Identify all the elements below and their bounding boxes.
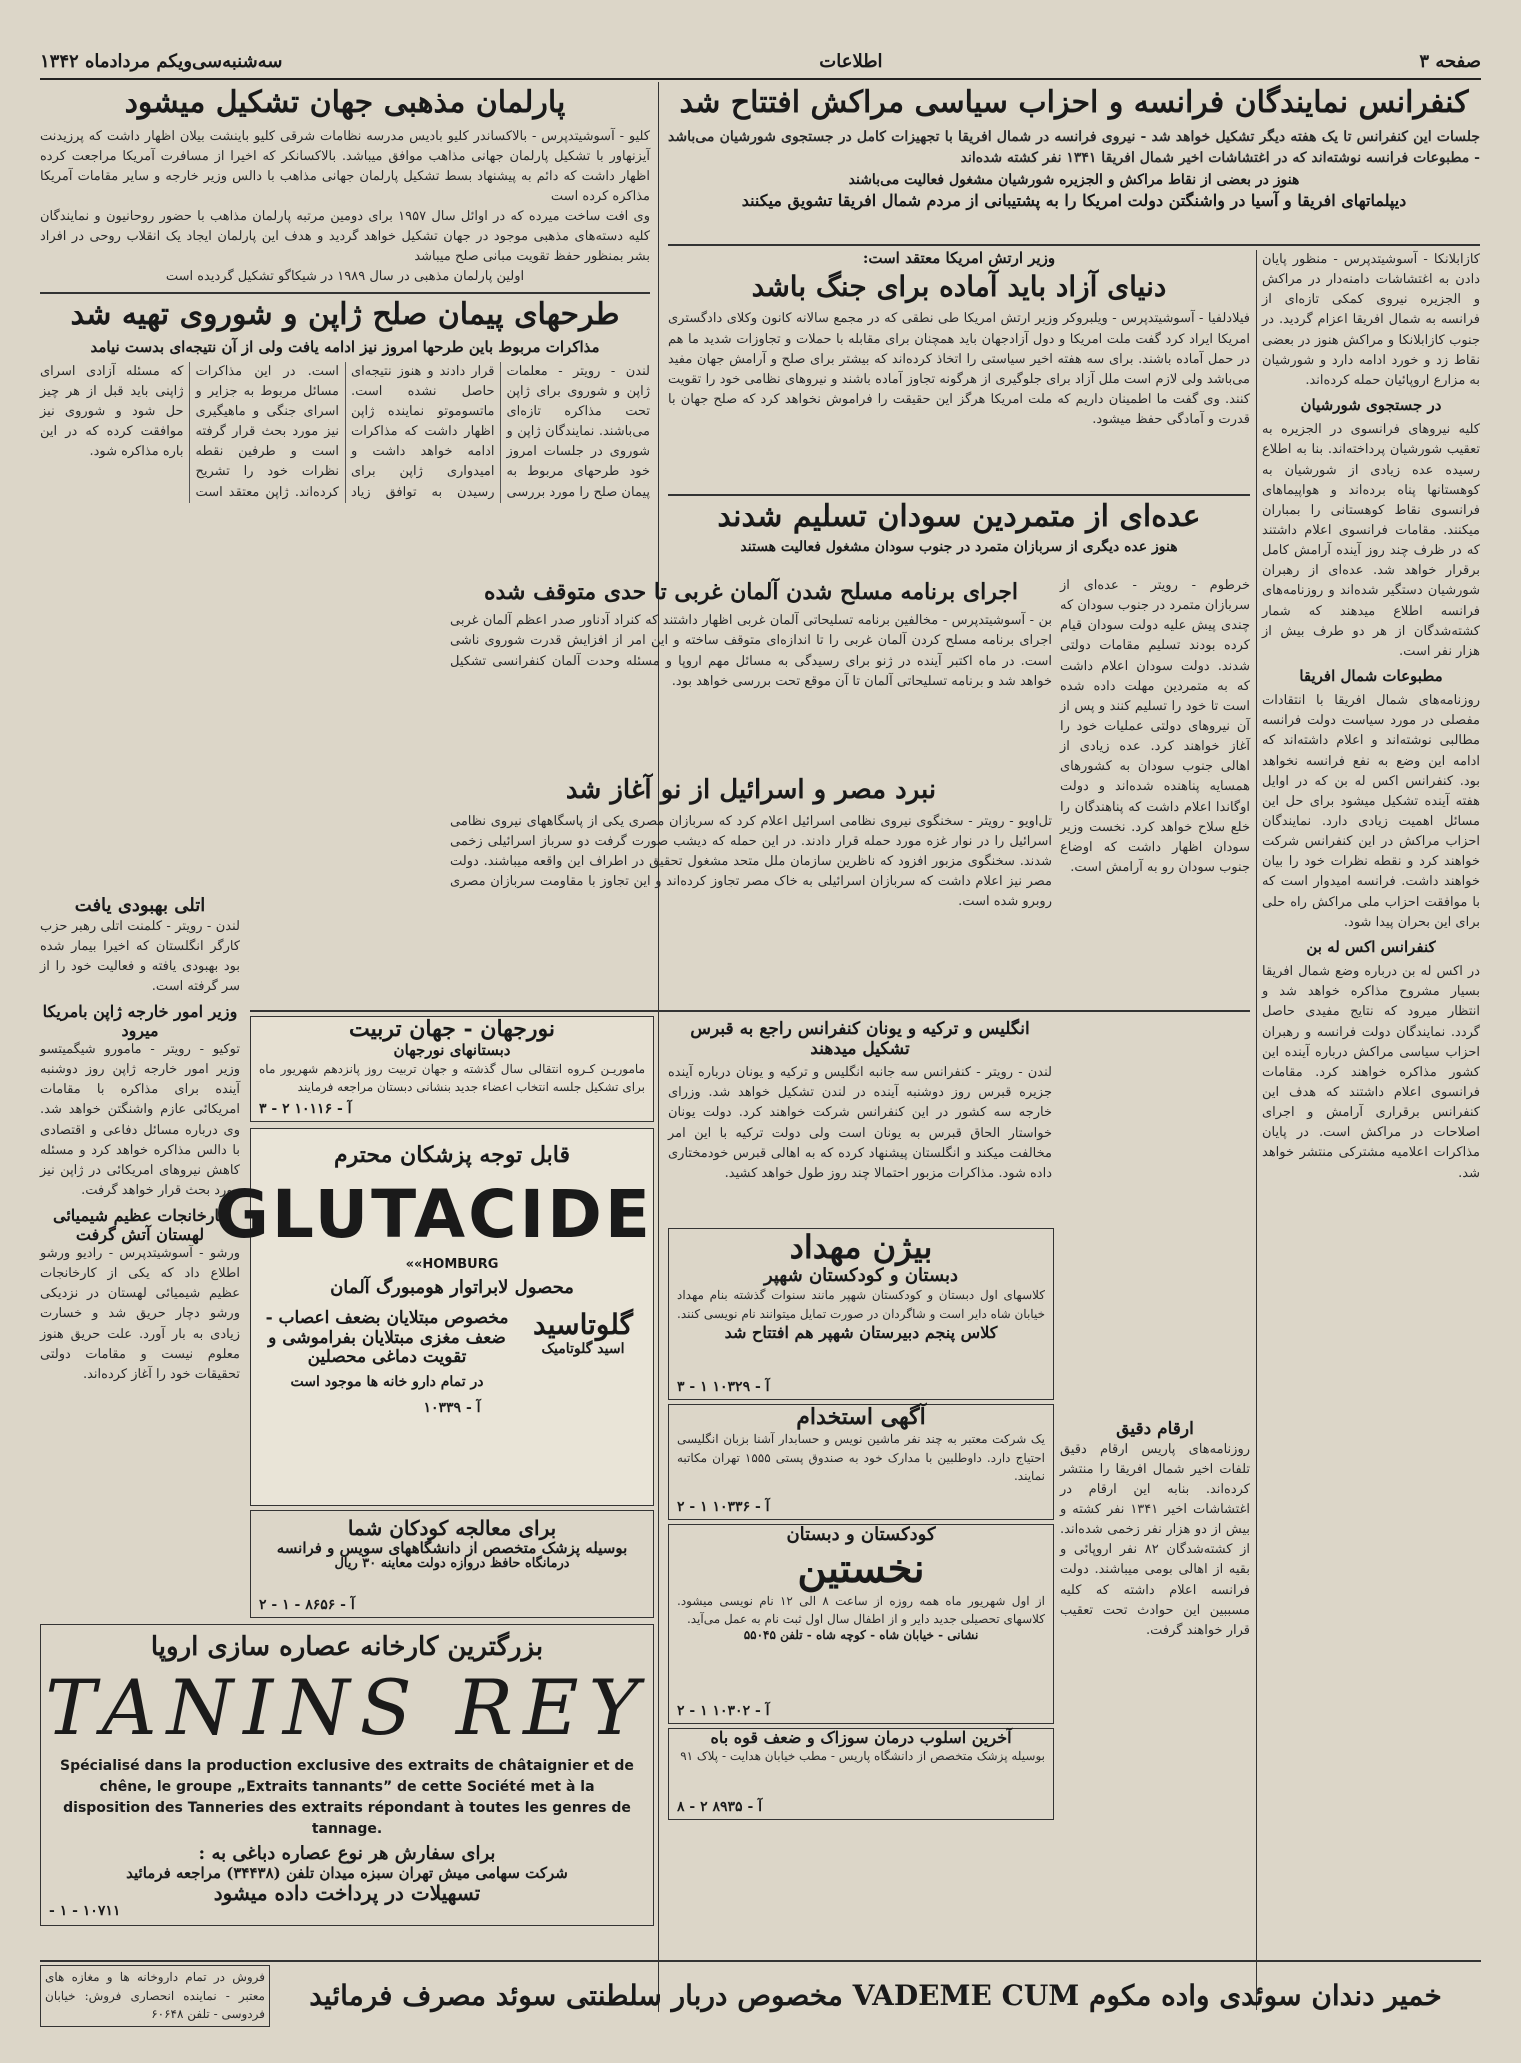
fire-headline: کارخانجات عظیم شیمیائی لهستان آتش گرفت	[53, 1206, 227, 1244]
germany-headline: اجرای برنامه مسلح شدن آلمان غربی تا حدی متوقف شده	[483, 579, 1019, 605]
bizhan-title: بیژن مهداد	[789, 1228, 933, 1266]
tanins-terms: تسهیلات در پرداخت داده میشود	[213, 1880, 481, 1905]
aix-subhead: کنفرانس اکس له بن	[1306, 937, 1436, 956]
issue-date: سه‌شنبه‌سی‌ویکم مردادماه ۱۳۴۲	[40, 50, 283, 72]
divider	[668, 494, 1250, 496]
divider	[40, 292, 650, 294]
column-rule	[658, 82, 659, 2012]
divider	[250, 1010, 1250, 1012]
right-column	[1262, 250, 1480, 2010]
nakhostin-code: آ - ۱۰۳۰۲ ۱ - ۲	[677, 1703, 770, 1719]
pediatrician-ad	[250, 1510, 654, 1618]
glutacide-origin-fa: محصول لابراتوار هومبورگ آلمان	[330, 1277, 574, 1299]
clinic-ad	[668, 1728, 1054, 1820]
left-brief-column	[40, 895, 240, 1382]
japan-fm-headline: وزیر امور خارجه ژاپن بامریکا میرود	[42, 1002, 238, 1040]
parliament-headline: پارلمان مذهبی جهان تشکیل میشود	[124, 85, 566, 120]
nakhostin-title: کودکستان و دبستان	[786, 1524, 936, 1545]
parliament-body-2: وی افت ساخت میرده که در اوائل سال ۱۹۵۷ برای دومین مرتبه پارلمان مذاهب با حضور روحانیون و نمایندگان کلیه دسته‌های مذهبی موجود در جهان تشکیل خواهد گردید و هدف این پارلمان ایجاد یک انقلاب روحی در افراد بشر بمنظور حفظ تقویت مبانی صلح میباشد	[40, 209, 651, 265]
job-title: آگهی استخدام	[796, 1404, 926, 1430]
north-africa-body: کازابلانکا - آسوشیتدپرس - منظور پایان دادن به اغتشاشات دامنه‌دار در مراکش و الجزیره نیروی کمکی تازه‌ای از فرانسه به شمال افریقا اعزام گردید. در جنوب کازابلانکا و مراکش هنوز در بعضی نقاط زد و خورد ادامه دارد و شورشیان به مزارع اروپائیان حمله کرده‌اند.	[1262, 252, 1480, 388]
pediatrician-body-2: درمانگاه حافظ دروازه دولت معاینه ۳۰ ریال	[334, 1556, 570, 1572]
toothpaste-banner	[40, 1966, 1481, 2026]
figures-subhead: ارقام دقیق	[1116, 1419, 1194, 1439]
attlee-body: لندن - رویتر - کلمنت اتلی رهبر حزب کارگر انگلستان که اخیرا بیمار شده بود بهبودی یافته و فعالیت خود را از سر گرفته است.	[40, 918, 240, 995]
japan-fm-body: توکیو - رویتر - مامورو شیگمیتسو وزیر امور خارجه ژاپن روز دوشنبه آینده برای مذاکره با مقامات امریکائی عازم واشنگتن خواهد شد. وی درباره مسائل دفاعی و اقتصادی با دالس مذاکره خواهد کرد و مسئله کاهش نیروهای امریکائی در ژاپن نیز مورد بحث قرار خواهد گرفت.	[40, 1042, 240, 1199]
egypt-headline: نبرد مصر و اسرائیل از نو آغاز شد	[565, 775, 937, 805]
press-body: روزنامه‌های شمال افریقا با انتقادات مفصلی در مورد سیاست دولت فرانسه مطالبی نوشته‌اند و اعلام داشته‌اند که ادامه این وضع به نفع فرانسه نخواهد بود. کنفرانس اکس له بن که در اوایل هفته آینده تشکیل میشود برای حل این مسائل اهمیت زیادی دارد. نمایندگان احزاب مراکش در این کنفرانس شرکت خواهند کرد و نقطه نظرات خود را بیان خواهند داشت. فرانسه امیدوار است که با موافقت احزاب ملی مراکش راه حلی برای این بحران پیدا شود.	[1262, 693, 1480, 930]
tanins-title: بزرگترین کارخانه عصاره سازی اروپا	[150, 1632, 544, 1662]
clinic-code: آ - ۸۹۳۵ ۲ - ۸	[677, 1799, 763, 1815]
morocco-subhead-3: دیپلماتهای افریقا و آسیا در واشنگتن دولت امریکا را به پشتیبانی از مردم شمال افریقا تشویق میکنند	[741, 190, 1407, 210]
job-body: یک شرکت معتبر به چند نفر ماشین نویس و حسابدار آشنا بزبان انگلیسی احتیاج دارد. داوطلبین با مدارک خود به صندوق پستی ۱۵۵۵ تهران مکاتبه نمایند.	[677, 1432, 1045, 1484]
bizhan-class: کلاس پنجم دبیرستان شهپر هم افتتاح شد	[724, 1322, 998, 1342]
glutacide-availability: در تمام دارو خانه ها موجود است	[290, 1373, 484, 1390]
toothpaste-text: خمیر دندان سوئدی واده مکوم VADEME CUM مخصوص دربار سلطنتی سوئد مصرف فرمائید	[309, 1978, 1442, 2012]
army-headline: دنیای آزاد باید آماده برای جنگ باشد	[751, 270, 1167, 304]
bizhan-code: آ - ۱۰۳۲۹ ۱ - ۳	[677, 1379, 770, 1395]
sudan-subhead: هنوز عده دیگری از سربازان متمرد در جنوب سودان مشغول فعالیت هستند	[740, 538, 1178, 555]
figures-body: روزنامه‌های پاریس ارقام دقیق تلفات اخیر شمال افریقا را منتشر کرده‌اند. بنابه این ارقام در اغتشاشات اخیر ۱۳۴۱ نفر کشته و بیش از دو هزار نفر زخمی شده‌اند. از کشته‌شدگان ۸۲ نفر اروپائی و بقیه از اهالی بومی میباشند. دولت فرانسه اعلام داشته که کلیه مسببین این حوادث تحت تعقیب قرار خواهند گرفت.	[1060, 1441, 1250, 1638]
cyprus-story	[668, 1020, 1052, 1220]
rebels-body: کلیه نیروهای فرانسوی در الجزیره به تعقیب شورشیان پرداخته‌اند. بنا به اطلاع رسیده عده زیادی از شورشیان به کوهستانها پناه برده‌اند و هواپیماهای فرانسوی نقاط کوهستانی را بمباران میکنند. مقامات فرانسوی اعلام داشتند که در ظرف چند روز آینده آرامش کامل برقرار خواهد شد. عده‌ای از رهبران شورشیان دستگیر شده‌اند و روزنامه‌های فرانسه اطلاع میدهند که شمار کشته‌شدگان از هر دو طرف بیش از هزار نفر است.	[1262, 422, 1480, 659]
morocco-lead-story	[668, 86, 1480, 242]
parliament-body-3: اولین پارلمان مذهبی در سال ۱۹۸۹ در شیکاگو تشکیل گردیده است	[165, 269, 525, 285]
nakhostin-name: نخستین	[797, 1544, 925, 1592]
nakhostin-body: از اول شهریور ماه همه روزه از ساعت ۸ الی ۱۲ نام نویسی میشود. کلاسهای تحصیلی جدید دایر و از اطفال سال اول ثبت نام به عمل می‌آید.	[677, 1593, 1045, 1627]
nakhostin-address: نشانی - خیابان شاه - کوچه شاه - تلفن ۵۵۰۴۵	[743, 1627, 979, 1642]
japan-headline: طرحهای پیمان صلح ژاپن و شوروی تهیه شد	[70, 297, 620, 332]
sudan-body-col	[1060, 576, 1250, 1416]
fire-body: ورشو - آسوشیتدپرس - رادیو ورشو اطلاع داد که یکی از کارخانجات عظیم شیمیائی لهستان در نزدیکی ورشو دچار حریق شد و خسارت زیادی به بار آورد. علت حریق هنوز معلوم نیست و مقامات دولتی تحقیقات خود را آغاز کرده‌اند.	[40, 1245, 240, 1382]
figures-column	[1060, 1420, 1250, 1820]
sudan-headline: عده‌ای از متمردین سودان تسلیم شدند	[717, 499, 1201, 534]
clinic-body: بوسیله پزشک متخصص از دانشگاه پاریس - مطب خیابان هدایت - پلاک ۹۱	[680, 1749, 1045, 1764]
tanins-code: ۱۰۷۱۱ - ۱ -	[49, 1903, 121, 1919]
divider	[668, 244, 1480, 246]
bizhan-body: کلاسهای اول دبستان و کودکستان شهپر مانند سنوات گذشته بنام مهداد خیابان شاه دایر است و شاگردان در صورت تمایل میتوانند نام نویسی کنند.	[677, 1288, 1045, 1322]
nourjahan-ad	[250, 1016, 654, 1122]
morocco-subhead-2: هنوز در بعضی از نقاط مراکش و الجزیره شورشیان مشغول فعالیت می‌باشند	[848, 171, 1300, 188]
glutacide-fa-name: گلوتاسید	[533, 1307, 633, 1341]
sudan-headline-box	[668, 500, 1250, 570]
sudan-body: خرطوم - رویتر - عده‌ای از سربازان متمرد در جنوب سودان که چندی پیش علیه دولت سودان قیام کرده بودند تسلیم مقامات دولتی شدند. دولت سودان اعلام داشت که به متمردین مهلت داده شده است تا خود را تسلیم کنند و پس از آن نیروهای دولتی عملیات خود را آغاز خواهند کرد. عده زیادی از اهالی جنوب سودان به کشورهای همسایه پناهنده شده‌اند و دولت اوگاندا اعلام داشت که پناهندگان را خلع سلاح خواهد کرد. نخست وزیر سودان اظهار داشت که اوضاع جنوب سودان رو به آرامش است.	[1060, 578, 1250, 875]
army-kicker: وزیر ارتش امریکا معتقد است:	[862, 249, 1056, 267]
tanins-ad	[40, 1624, 654, 1926]
glutacide-ad	[214, 1128, 654, 1506]
nourjahan-body: ماموریـن کـروه انتقالی سال گذشته و جهان تربیت روز پانزدهم شهریور ماه برای تشکیل جلسه انتخاب اعضاء جدید بنشانی دبستان مراجعه فرمایند	[259, 1061, 645, 1095]
cyprus-body: لندن - رویتر - کنفرانس سه جانبه انگلیس و ترکیه و یونان درباره آینده جزیره قبرس روز دوشنبه آینده در لندن تشکیل خواهد شد. وزرای خارجه سه کشور در این کنفرانس شرکت خواهند کرد. دولت یونان خواستار الحاق قبرس به یونان است ولی دولت ترکیه با این امر مخالفت میکند و انگلستان پیشنهاد کرده که به اهالی قبرس خودمختاری داده شود. مذاکرات مزبور احتمالا چند روز طول خواهد کشید.	[668, 1065, 1052, 1181]
japan-subhead: مذاکرات مربوط باین طرحها امروز نیز ادامه یافت ولی از آن نتیجه‌ای بدست نیامد	[90, 337, 600, 356]
germany-story	[450, 580, 1052, 770]
glutacide-origin: «HOMBURG»	[405, 1257, 499, 1273]
glutacide-fa-sub: اسید گلوتامیک	[541, 1341, 625, 1358]
parliament-body: کلیو - آسوشیتدپرس - بالاکساندر کلیو بادیس مدرسه نظامات شرقی کلیو باینشت بیلان اظهار داشت که پرزیدنت آیزنهاور با تشکیل پارلمان جهانی مذاهب موافق میباشد. بالاکسانکر که اخیرا از مسافرت آمریکا مراجعت کرده اظهار داشت که دائم به پیشنهاد بسط تشکیل پارلمان جهانی مذاهب با دالس وزیر خارجه و سایر مقامات آمریکا مذاکره کرده است	[40, 128, 650, 204]
toothpaste-distributor: فروش در تمام داروخانه ها و مغازه های معتبر - نماینده انحصاری فروش: خیابان فردوسی - تلفن ۶۰۶۴۸	[40, 1965, 270, 2027]
nakhostin-ad	[668, 1524, 1054, 1724]
army-body: فیلادلفیا - آسوشیتدپرس - ویلبروکر وزیر ارتش امریکا طی نطقی که در مجمع سالانه کانون وکلای دادگستری امریکا ایراد کرد گفت ملت امریکا و دول آزادجهان باید همچنان برای مقابله با حملات و تجاوزات شدید ما هم در حمل آماده باشند. برای سه هفته اخیر سیاستی را اتخاذ کرده‌اند که بیشتر برای صلح و آرامش جهان مفید می‌باشد ولی لازم است ملل آزاد برای جلوگیری از هرگونه تجاوز آماده باشند و نیروهای نظامی خود را تقویت کنند. وی گفت ما اطمینان داریم که ملت امریکا هرگز این حقیقت را فراموش نخواهد کرد که صلح جهان با قدرت و آمادگی حفظ میشود.	[668, 311, 1250, 428]
japan-body: لندن - رویتر - معلمات ژاپن و شوروی برای ژاپن تحت مذاکره تازه‌ای می‌باشند. نمایندگان ژاپن و شوروی در جلسات امروز خود طرحهای مربوط به پیمان صلح را مورد بررسی قرار دادند و هنوز نتیجه‌ای حاصل نشده است. ماتسوموتو نماینده ژاپن اظهار داشت که مذاکرات ادامه خواهد داشت و امیدواری ژاپن برای رسیدن به توافق زیاد است. در این مذاکرات مسائل مربوط به جزایر و اسرای جنگی و ماهیگیری نیز مورد بحث قرار گرفته است و طرفین نقطه نظرات خود را تشریح کرده‌اند. ژاپن معتقد است که مسئله آزادی اسرای ژاپنی باید قبل از هر چیز حل شود و شوروی نیز موافقت کرده که در این باره مذاکره شود.	[40, 363, 650, 500]
nourjahan-title: نورجهان - جهان تربیت	[348, 1016, 556, 1042]
job-ad	[668, 1404, 1054, 1520]
bizhan-subtitle: دبستان و کودکستان شهپر	[763, 1264, 959, 1286]
rebels-subhead: در جستجوی شورشیان	[1300, 395, 1442, 414]
aix-body: در اکس له بن درباره وضع شمال افریقا بسیار مشروح مذاکره خواهد شد و انتظار میرود که نتایج مفیدی حاصل گردد. نمایندگان دولت فرانسه و رهبران احزاب سیاسی مراکش درباره آینده این کشور مذاکره خواهند کرد. مقامات فرانسوی اعلام داشتند که هدف این کنفرانس برقراری آرامش و اجرای اصلاحات در مراکش است. در پایان مذاکرات اعلامیه مشترکی منتشر خواهد شد.	[1262, 964, 1480, 1181]
bizhan-ad	[668, 1228, 1054, 1400]
tanins-french: Spécialisé dans la production exclusive des extraits de châtaignier et de chêne, le groupe „Extraits tannants” de cette Société met à la disposition des Tanneries des extraits répondant à toutes les genres de tannage.	[60, 1757, 634, 1837]
army-story	[668, 250, 1250, 490]
attlee-headline: اتلی بهبودی یافت	[74, 895, 206, 916]
pediatrician-code: آ - ۸۶۵۶ - ۱ - ۲	[259, 1597, 355, 1613]
divider	[40, 1960, 1481, 1962]
morocco-headline: کنفرانس نمایندگان فرانسه و احزاب سیاسی مراکش افتتاح شد	[679, 85, 1469, 120]
glutacide-code: آ - ۱۰۳۳۹	[423, 1399, 481, 1416]
page-header	[40, 44, 1481, 80]
nourjahan-code: آ - ۱۰۱۱۶ ۲ - ۳	[259, 1101, 352, 1117]
column-rule	[1256, 250, 1257, 2010]
tanins-order: برای سفارش هر نوع عصاره دباغی به :	[198, 1842, 496, 1864]
clinic-title: آخرین اسلوب درمان سوزاک و ضعف قوه باه	[710, 1728, 1012, 1747]
job-code: آ - ۱۰۳۳۶ ۱ - ۲	[677, 1499, 770, 1515]
pediatrician-body: بوسیله پزشک متخصص از دانشگاههای سویس و فرانسه	[276, 1539, 628, 1557]
press-subhead: مطبوعات شمال افریقا	[1299, 666, 1443, 685]
cyprus-headline: انگلیس و ترکیه و یونان کنفرانس راجع به قبرس تشکیل میدهند	[690, 1019, 1030, 1059]
morocco-subhead: جلسات این کنفرانس تا یک هفته دیگر تشکیل خواهد شد - نیروی فرانسه در شمال افریقا با تجهیزات کامل در جستجوی شورشیان می‌باشد - مطبوعات فرانسه نوشته‌اند که در اغتشاشات اخیر شمال افریقا ۱۳۴۱ نفر کشته شده‌اند	[668, 128, 1480, 167]
nourjahan-subtitle: دبستانهای نورجهان	[393, 1041, 511, 1060]
tanins-brand: TANINS REY	[45, 1662, 649, 1752]
egypt-body: تل‌اویو - رویتر - سخنگوی نیروی نظامی اسرائیل اعلام کرد که سربازان مصری یکی از پاسگاههای نیروی نظامی اسرائیل را در نوار غزه مورد حمله قرار دادند. در این حمله که دیشب صورت گرفت دو سرباز اسرائیلی زخمی شدند. سخنگوی مزبور افزود که ناظرین سازمان ملل متحد مشغول تحقیق در اطراف این واقعه میباشند. دولت مصر نیز اعلام داشت که سربازان اسرائیلی به خاک مصر تجاوز کرده‌اند و این تجاوز با مقاومت سربازان مصری روبرو شده است.	[450, 813, 1052, 910]
glutacide-description: مخصوص مبتلایان بضعف اعصاب - ضعف مغزی مبتلایان بفراموشی و تقویت دماغی محصلین	[265, 1307, 509, 1368]
parliament-story	[40, 86, 650, 286]
glutacide-attention: قابل توجه پزشکان محترم	[334, 1142, 570, 1168]
egypt-story	[450, 776, 1052, 1006]
pediatrician-title: برای معالجه کودکان شما	[347, 1516, 557, 1540]
tanins-company: شرکت سهامی میش تهران سبزه میدان تلفن (۳۴۴۳۸) مراجعه فرمائید	[126, 1863, 568, 1882]
germany-body: بن - آسوشیتدپرس - مخالفین برنامه تسلیحاتی آلمان غربی اظهار داشتند که کنراد آدناور صدر اعظم آلمان غربی اجرای برنامه مسلح کردن آلمان غربی را تا اندازه‌ای متوقف ساخته و این امر از افزایش قدرت شوروی ناشی است. در ماه اکتبر آینده در ژنو برای رسیدگی به مسائل مهم اروپا و مسئله وحدت آلمان کنفرانسی تشکیل خواهد شد و برنامه تسلیحاتی آلمان تا آن موقع تحت بررسی خواهد بود.	[450, 613, 1052, 689]
glutacide-brand: GLUTACIDE	[214, 1176, 653, 1254]
newspaper-name: اطلاعات	[819, 50, 883, 72]
page-number: صفحه ۳	[1419, 50, 1481, 72]
